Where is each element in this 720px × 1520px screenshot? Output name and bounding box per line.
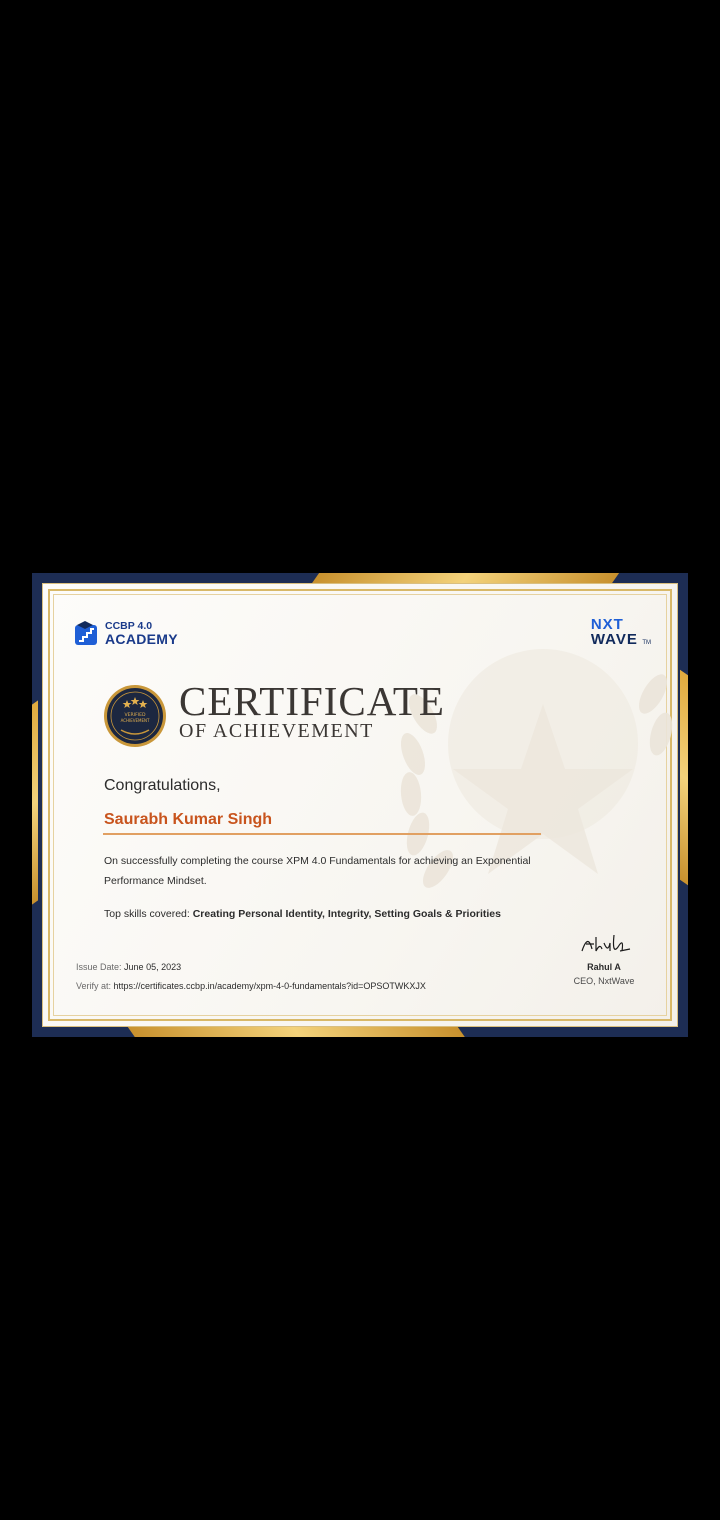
signature-block: [559, 929, 649, 986]
certificate: [32, 573, 688, 1037]
greeting: Congratulations,: [104, 777, 221, 794]
gold-band-right: [680, 670, 688, 907]
title-sub: OF ACHIEVEMENT: [179, 720, 374, 742]
trademark-mark: TM: [642, 640, 651, 646]
logo-line1: CCBP 4.0: [105, 620, 153, 632]
signatory-name: Rahul A: [587, 962, 621, 972]
issue-date-value: June 05, 2023: [124, 962, 182, 972]
certificate-title: [179, 680, 445, 742]
verified-achievement-badge: [103, 684, 167, 748]
verify-link: [76, 981, 426, 991]
signature-icon: [574, 929, 634, 959]
title-main: CERTIFICATE: [179, 678, 445, 724]
nxtwave-logo-line2: WAVE: [590, 631, 638, 648]
ccbp-academy-logo: [73, 619, 178, 647]
nxtwave-logo-line1: NXT: [590, 616, 624, 633]
course-description: On successfully completing the course XPM 4.0 Fundamentals for achieving an Exponential Performance Mindset.: [104, 855, 531, 887]
skills-covered: [104, 908, 501, 920]
nxtwave-logo: [591, 617, 651, 651]
recipient-name: Saurabh Kumar Singh: [104, 811, 273, 828]
academy-stairs-icon: [73, 619, 101, 647]
logo-line2: ACADEMY: [105, 631, 178, 647]
skills-label: Top skills covered:: [104, 908, 190, 920]
gold-band-left: [32, 700, 38, 925]
verify-url[interactable]: https://certificates.ccbp.in/academy/xpm-4-0-fundamentals?id=OPSOTWKXJX: [113, 981, 426, 991]
issue-date-label: Issue Date:: [76, 962, 122, 972]
issue-date: [76, 962, 181, 972]
name-underline: [103, 833, 541, 835]
badge-text-line2: ACHIEVEMENT: [120, 718, 150, 723]
badge-text-line1: VERIFIED: [124, 713, 146, 718]
certificate-paper: [42, 583, 678, 1027]
skills-value: Creating Personal Identity, Integrity, Setting Goals & Priorities: [192, 908, 501, 920]
signatory-role: CEO, NxtWave: [573, 976, 635, 986]
verify-label: Verify at:: [76, 981, 112, 991]
